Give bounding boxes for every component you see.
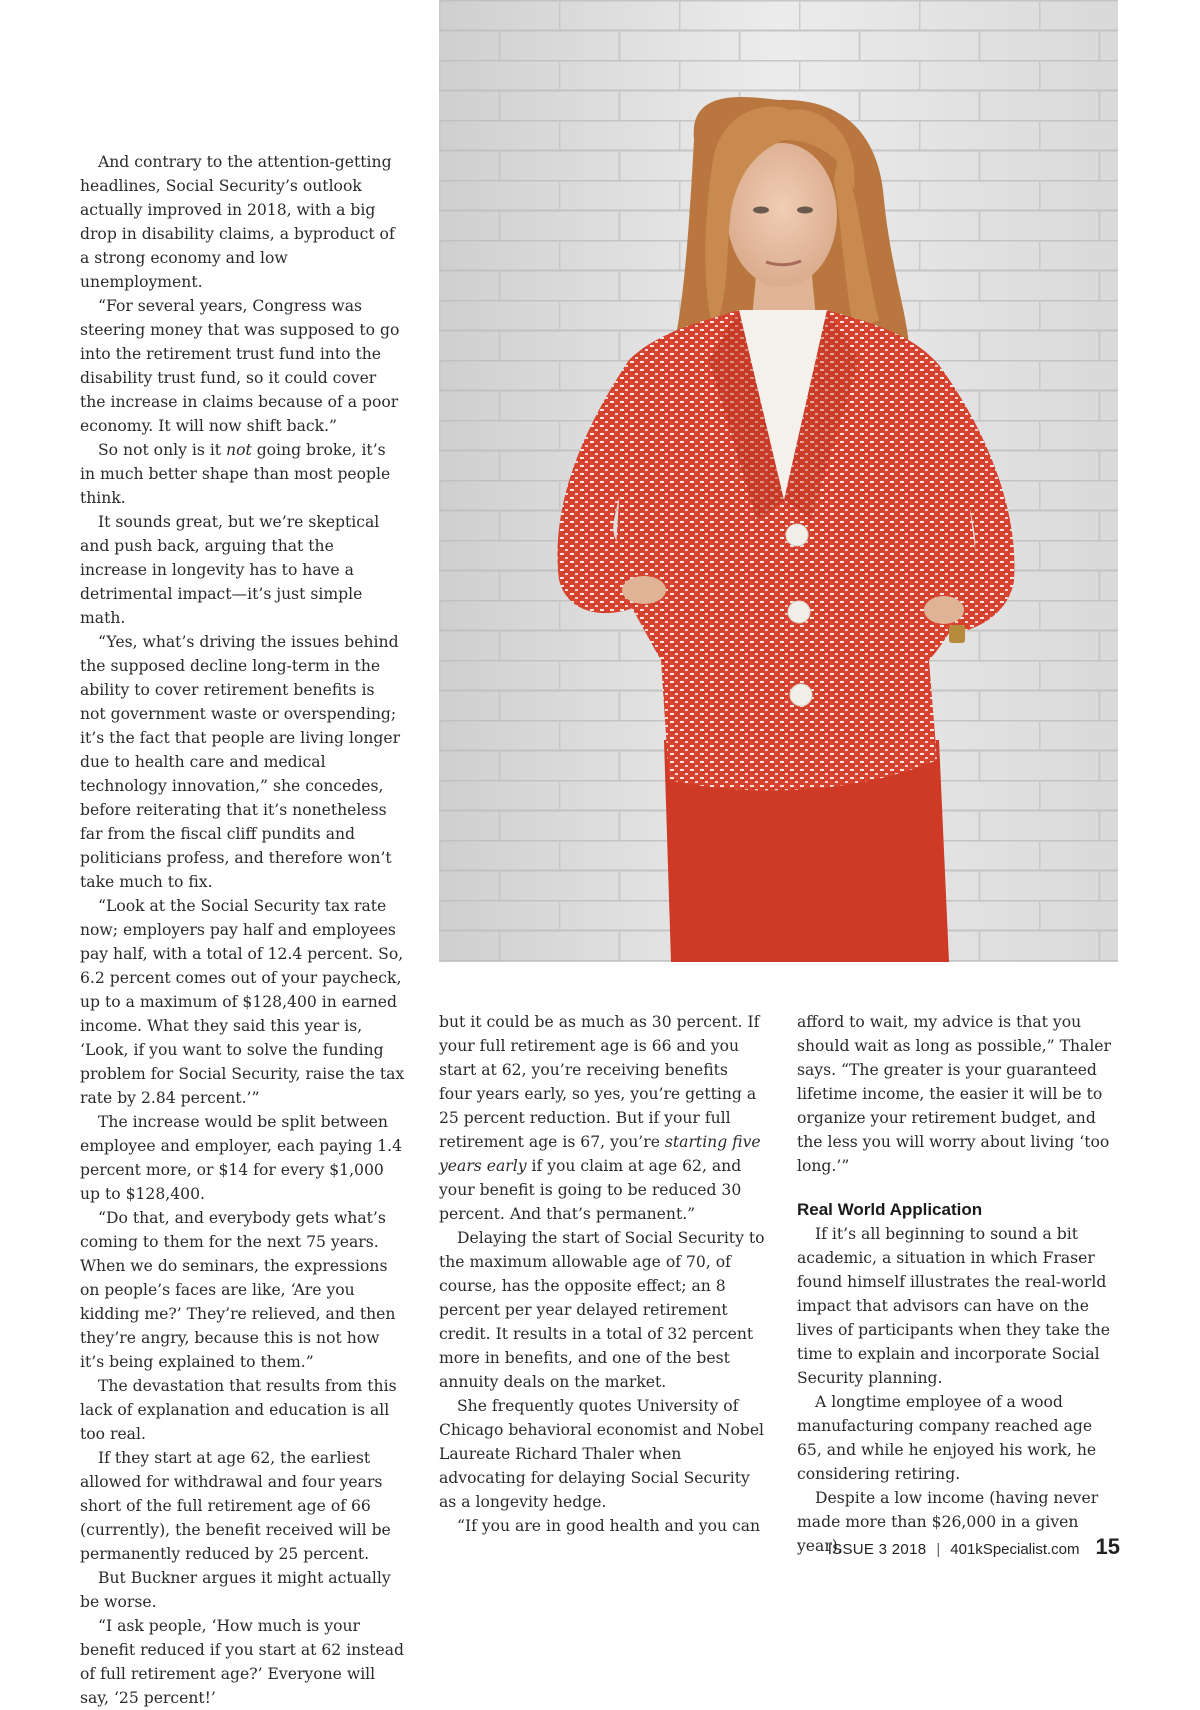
paragraph: afford to wait, my advice is that you should wait as long as possible,” Thaler says. “The greater is your guaranteed lifetime income, the easier it will be to organize your retirement budget, and the less you will worry about living ‘too long.’” (797, 1013, 1111, 1175)
paragraph: “I ask people, ‘How much is your benefit reduced if you start at 62 instead of full retirement age?’ Everyone will say, ‘25 percent!’ (80, 1617, 404, 1707)
article-column-3 (797, 1010, 1119, 1558)
paragraph: If it’s all beginning to sound a bit academic, a situation in which Fraser found himself illustrates the real-world impact that advisors can have on the lives of participants when they take the time to explain and incorporate Social Security planning. (797, 1225, 1111, 1387)
page-number: 15 (1095, 1534, 1120, 1559)
paragraph: She frequently quotes University of Chicago behavioral economist and Nobel Laureate Richard Thaler when advocating for delaying Social Security as a longevity hedge. (439, 1397, 765, 1511)
paragraph: A longtime employee of a wood manufacturing company reached age 65, and while he enjoyed his work, he considering retiring. (797, 1393, 1097, 1483)
paragraph (80, 438, 405, 510)
paragraph: And contrary to the attention-getting headlines, Social Security’s outlook actually improved in 2018, with a big drop in disability claims, a byproduct of a strong economy and low unemployment. (80, 153, 395, 291)
text-run: but it could be as much as 30 percent. If your full retirement age is 66 and you start at 62, you’re receiving benefits four years early, so yes, you’re getting a 25 percent reduction. But if your full retirement age is 67, you’re (439, 1013, 760, 1151)
paragraph: It sounds great, but we’re skeptical and push back, arguing that the increase in longevity has to have a detrimental impact—it’s just simple math. (80, 513, 380, 627)
article-column-1 (80, 150, 405, 1710)
paragraph: “Yes, what’s driving the issues behind the supposed decline long-term in the ability to cover retirement benefits is not government waste or overspending; it’s the fact that people are living longer due to health care and medical technology innovation,” she concedes, before reiterating that it’s nonetheless far from the fiscal cliff pundits and politicians profess, and therefore won’t take much to fix. (80, 633, 401, 891)
paragraph (439, 1010, 765, 1226)
portrait-photo (439, 0, 1118, 962)
emphasis: not (226, 441, 252, 459)
emphasis: starting five years early (439, 1133, 761, 1175)
website-link[interactable]: 401kSpecialist.com (950, 1541, 1080, 1558)
paragraph: But Buckner argues it might actually be worse. (80, 1569, 391, 1611)
paragraph: “For several years, Congress was steering money that was supposed to go into the retirement trust fund into the disability trust fund, so it could cover the increase in claims because of a poor economy. It will now shift back.” (80, 297, 400, 435)
text-run: if you claim at age 62, and your benefit is going to be reduced 30 percent. And that’s permanent.” (439, 1157, 742, 1223)
text-run: So not only is it (98, 441, 227, 459)
paragraph: Delaying the start of Social Security to the maximum allowable age of 70, of course, has the opposite effect; an 8 percent per year delayed retirement credit. It results in a total of 32 percent more in benefits, and one of the best annuity deals on the market. (439, 1229, 765, 1391)
paragraph: The increase would be split between employee and employer, each paying 1.4 percent more, or $14 for every $1,000 up to $128,400. (80, 1113, 403, 1203)
paragraph: “Do that, and everybody gets what’s coming to them for the next 75 years. When we do seminars, the expressions on people’s faces are like, ‘Are you kidding me?’ They’re relieved, and then they’re angry, because this is not how it’s being explained to them.” (80, 1209, 396, 1371)
footer-separator: | (936, 1541, 941, 1558)
article-column-2 (439, 1010, 765, 1538)
issue-label: ISSUE 3 2018 (827, 1541, 927, 1558)
paragraph: “Look at the Social Security tax rate now; employers pay half and employees pay half, with a total of 12.4 percent. So, 6.2 percent comes out of your paycheck, up to a maximum of $128,400 in earned income. What they said this year is, ‘Look, if you want to solve the funding problem for Social Security, raise the tax rate by 2.84 percent.’” (80, 897, 405, 1107)
page-footer (828, 1534, 1120, 1566)
paragraph: The devastation that results from this lack of explanation and education is all too real. (80, 1377, 397, 1443)
text-run: going broke, it’s in much better shape than most people think. (80, 441, 391, 507)
paragraph: If they start at age 62, the earliest allowed for withdrawal and four years short of the full retirement age of 66 (currently), the benefit received will be permanently reduced by 25 percent. (80, 1449, 391, 1563)
paragraph: “If you are in good health and you can (457, 1517, 761, 1535)
paragraph: Despite a low income (having never made more than $26,000 in a given year), (797, 1489, 1099, 1555)
section-heading: Real World Application (797, 1200, 983, 1219)
